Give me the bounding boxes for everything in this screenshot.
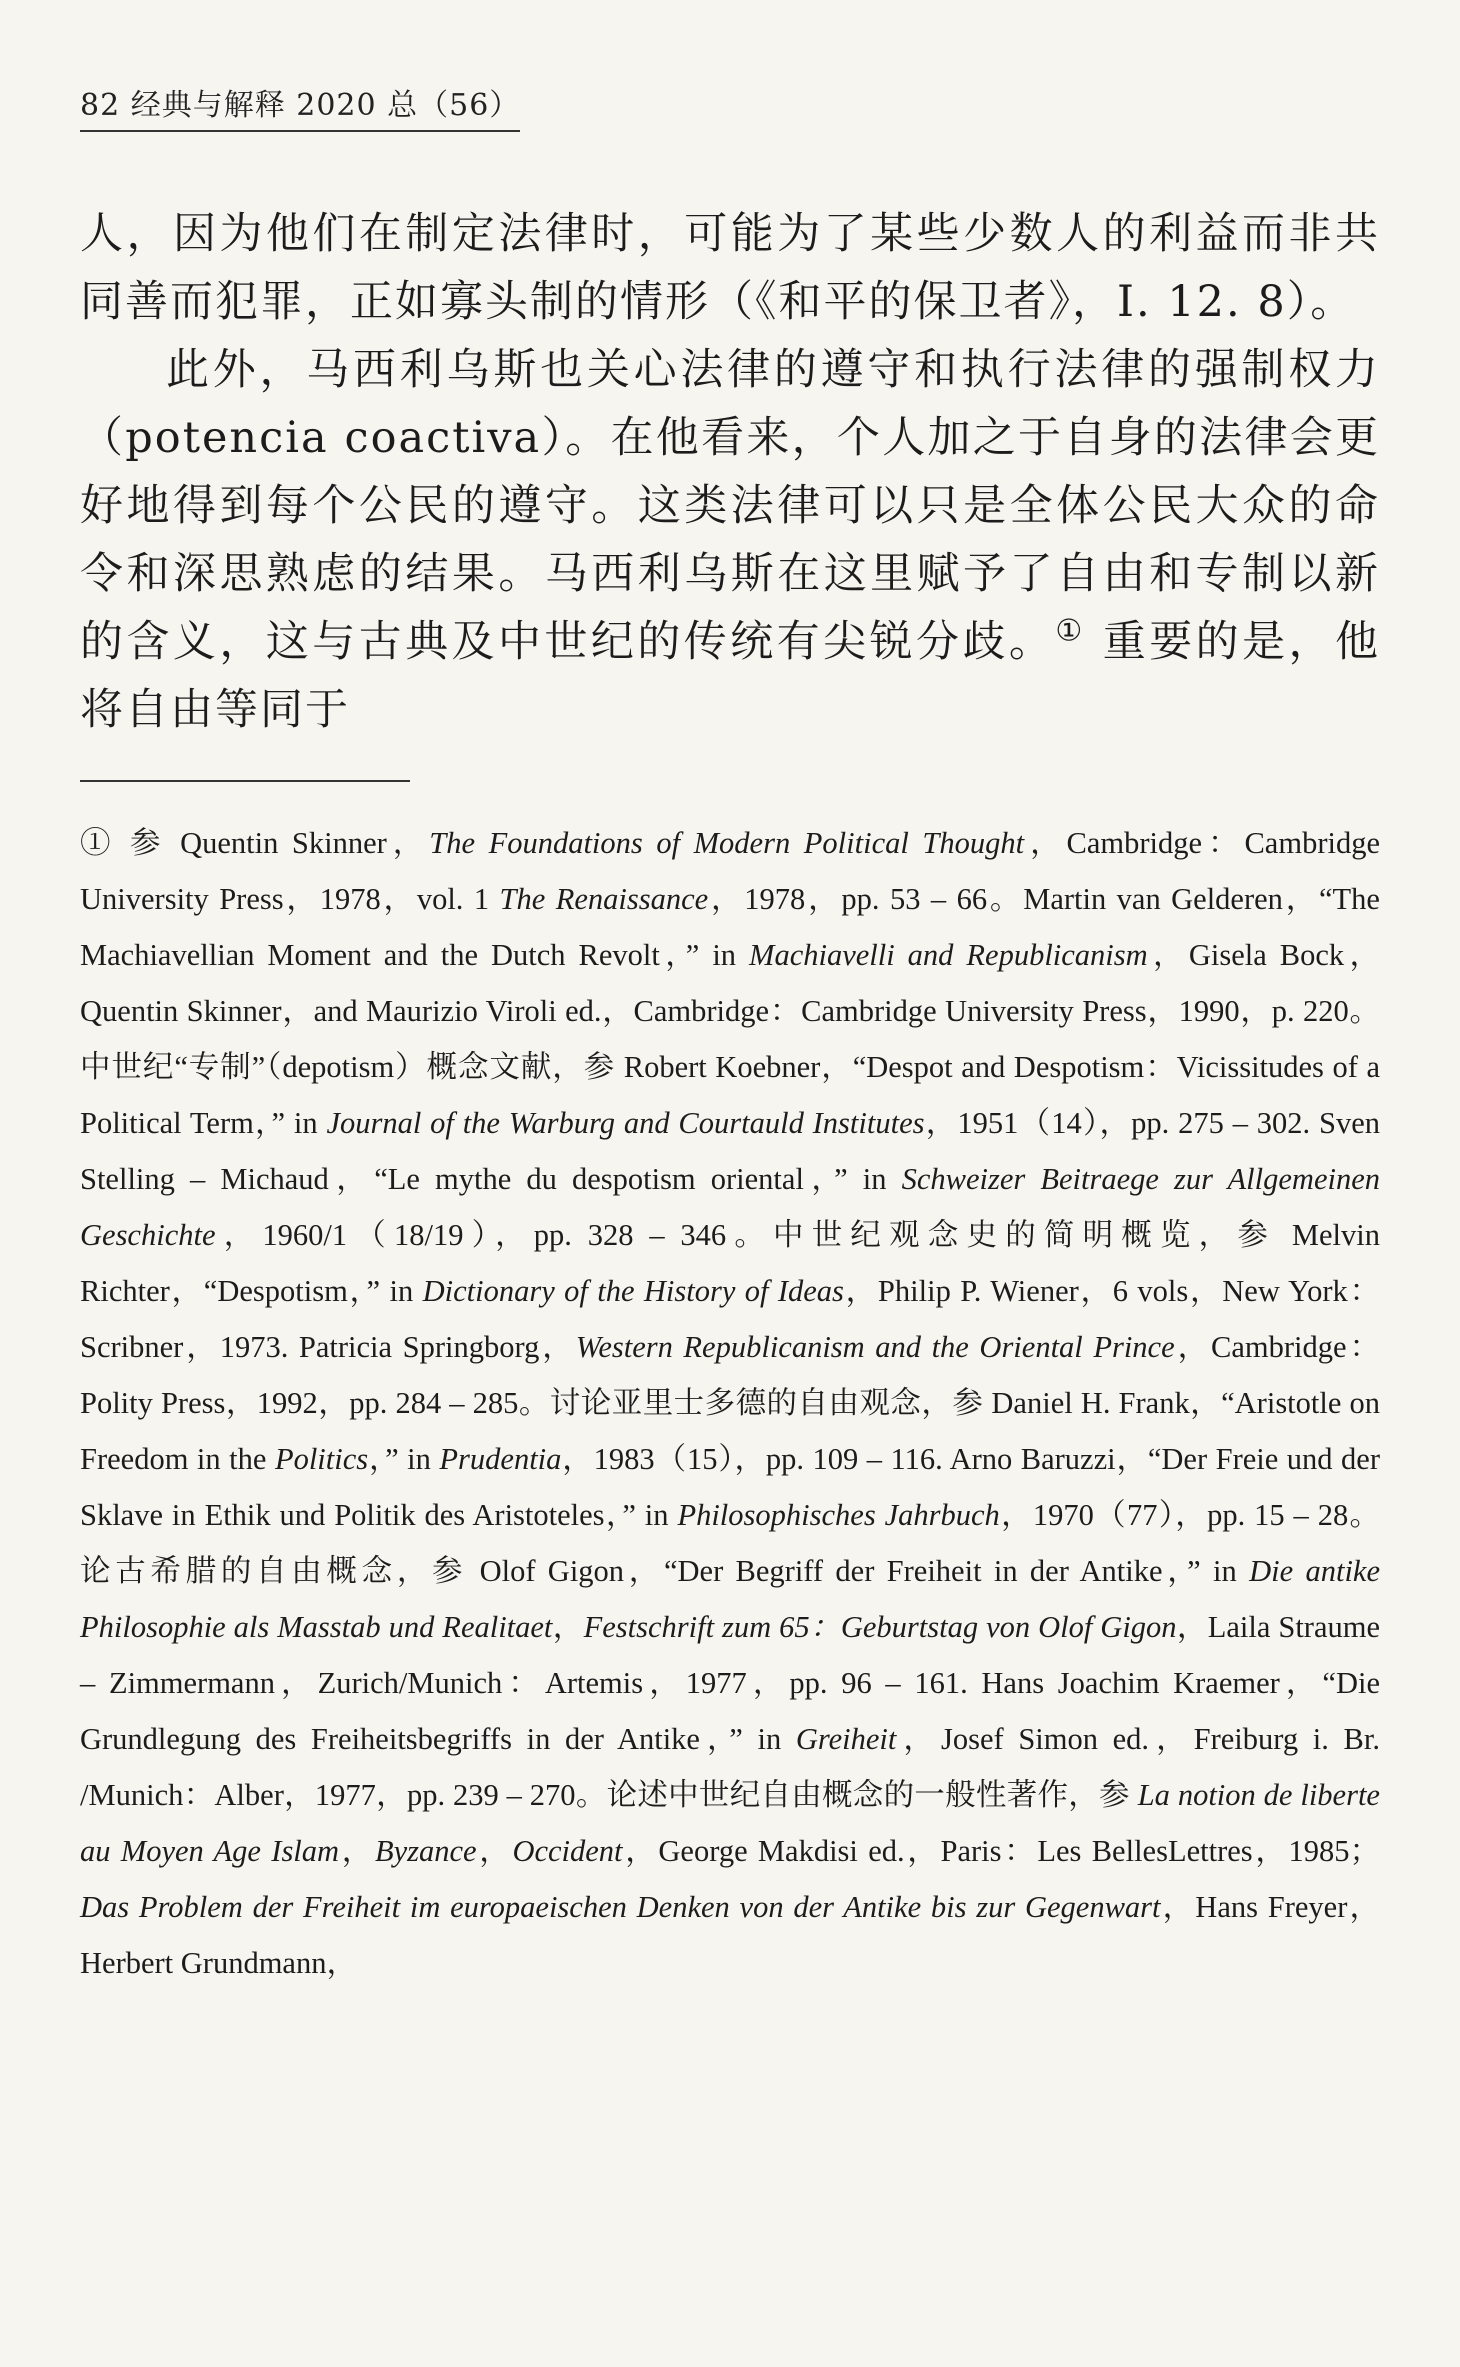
footnote-reference[interactable]: ① [1055,613,1086,649]
footnote-title: Journal of the Warburg and Courtauld Institutes [326,1106,925,1140]
footnote-paragraph [80,815,1380,1991]
footnote-title: Schweizer Beitraege zur Allgemeinen Geschichte [80,1162,1380,1252]
footnote-title: Greiheit [795,1722,897,1756]
footnote-marker: ① [80,826,117,860]
main-text [80,200,1380,744]
footnote-text: 参 Quentin Skinner， [116,826,430,860]
footnote-title: Occident [512,1834,623,1868]
footnote-divider [80,780,410,782]
footnote-text: ， [552,1610,584,1644]
footnote-text: ， [339,1834,375,1868]
footnote-title: The Foundations of Modern Political Thought [429,826,1025,860]
footnote [80,815,1380,1991]
footnote-title: Dictionary of the History of Ideas [422,1274,844,1308]
footnote-text: ， [476,1834,513,1868]
footnote-text: ，” in [368,1442,440,1476]
footnote-text: ，Philip P. Wiener，6 vols，New York：Scribner，1973. Patricia Springborg， [80,1274,1380,1364]
footnote-text: ，Cambridge：Polity Press，1992，pp. 284 – 285。讨论亚里士多德的自由观念，参 Daniel H. Frank，“Aristotle on Freedom in the [80,1330,1380,1476]
body-paragraph-2-tail: 重要的是，他将自由等同于 [80,617,1381,735]
body-paragraph-2-text: 此外，马西利乌斯也关心法律的遵守和执行法律的强制权力（potencia coactiva）。在他看来，个人加之于自身的法律会更好地得到每个公民的遵守。这类法律可以只是全体公民大众的命令和深思熟虑的结果。马西利乌斯在这里赋予了自由和专制以新的含义，这与古典及中世纪的传统有尖锐分歧。 [80,345,1380,667]
footnote-text: ，1978，pp. 53 – 66。Martin van Gelderen，“The Machiavellian Moment and the Dutch Revolt，” in [80,882,1380,972]
footnote-text: ，George Makdisi ed.，Paris：Les BellesLettres，1985； [622,1834,1381,1868]
footnote-title: Politics [274,1442,369,1476]
footnote-text: ，Gisela Bock，Quentin Skinner，and Maurizio Viroli ed.，Cambridge：Cambridge University Press，1990，p. 220。中世纪“专制”（depotism）概念文献，参 Robert Koebner，“Despot and Despotism：Vicissitudes of a Political Term，” in [80,938,1380,1140]
body-paragraph-2 [80,336,1380,744]
footnote-text: ，Cambridge：Cambridge University Press，1978，vol. 1 [80,826,1380,916]
footnote-title: Die antike Philosophie als Masstab und Realitaet [80,1554,1380,1644]
footnote-title: La notion de liberte au Moyen Age Islam [80,1778,1380,1868]
footnote-text: ，1951（14），pp. 275 – 302. Sven Stelling – Michaud，“Le mythe du despotism oriental，” in [80,1106,1380,1196]
footnote-title: Western Republicanism and the Oriental Prince [575,1330,1175,1364]
footnote-title: Machiavelli and Republicanism [749,938,1148,972]
footnote-title: The Renaissance [499,882,709,916]
footnote-title: Philosophisches Jahrbuch [677,1498,1000,1532]
running-header: 82 经典与解释 2020 总（56） [80,80,520,132]
footnote-text: ，1970（77），pp. 15 – 28。论古希腊的自由概念，参 Olof Gigon，“Der Begriff der Freiheit in der Antike，” in [80,1498,1380,1588]
footnote-text: ，Laila Straume – Zimmermann，Zurich/Munich：Artemis，1977，pp. 96 – 161. Hans Joachim Kraemer，“Die Grundlegung des Freiheitsbegriffs in der Antike，” in [80,1610,1381,1756]
footnote-text: ，Josef Simon ed.，Freiburg i. Br. /Munich：Alber，1977，pp. 239 – 270。论述中世纪自由概念的一般性著作，参 [80,1722,1380,1812]
footnote-title: Byzance [374,1834,477,1868]
footnote-text: ，1983（15），pp. 109 – 116. Arno Baruzzi，“Der Freie und der Sklave in Ethik und Politik des Aristoteles，” in [80,1442,1381,1532]
body-paragraph-1: 人，因为他们在制定法律时，可能为了某些少数人的利益而非共同善而犯罪，正如寡头制的情形（《和平的保卫者》，I. 12. 8）。 [80,209,1380,327]
footnote-title: Prudentia [439,1442,562,1476]
footnote-title: Festschrift zum 65：Geburtstag von Olof Gigon [583,1610,1177,1644]
footnote-title: Das Problem der Freiheit im europaeischen Denken von der Antike bis zur Gegenwart [80,1890,1161,1924]
footnote-text: ，1960/1（18/19），pp. 328 – 346。中世纪观念史的简明概览，参 Melvin Richter，“Despotism，” in [80,1218,1380,1308]
footnote-text: ，Hans Freyer，Herbert Grundmann， [80,1890,1380,1980]
